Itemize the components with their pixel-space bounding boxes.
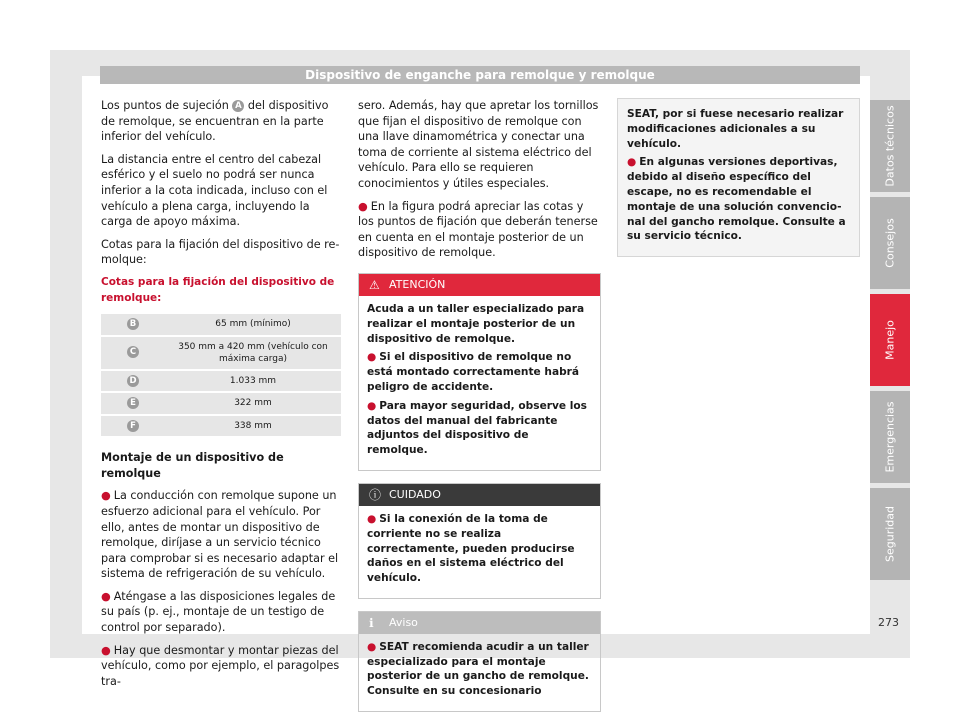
- marker-d: D: [127, 375, 139, 387]
- list-item: [101, 488, 341, 582]
- notice-box-continued: [617, 98, 860, 257]
- list-item-text: En la figura podrá apreciar las cotas y los puntos de fijación que deberán tenerse en cuenta en el montaje posterior de un dispositivo de remolque.: [358, 199, 598, 260]
- bullet-icon: ●: [367, 512, 377, 525]
- table-row: [101, 371, 341, 392]
- table-cell-key: [101, 337, 165, 369]
- table-row: [101, 337, 341, 369]
- table-cell-key: [101, 314, 165, 335]
- bullet-icon: ●: [367, 640, 377, 653]
- table-cell-value: 350 mm a 420 mm (vehículo con máxima carga): [165, 337, 341, 369]
- bullet-icon: ●: [101, 589, 111, 603]
- page-title: Dispositivo de enganche para remolque y remolque: [100, 66, 860, 84]
- list-item-text: Si la conexión de la toma de corriente no se realiza correctamente, pueden producirse daños en el sistema eléctrico del vehículo.: [367, 512, 575, 585]
- caution-header: [359, 484, 600, 506]
- notice-title: Aviso: [389, 615, 418, 629]
- list-item: [101, 589, 341, 636]
- bullet-icon: ●: [367, 351, 377, 364]
- table-row: [101, 393, 341, 414]
- notice-continued-text: SEAT, por si fuese necesario realizar modificaciones adicionales a su vehículo.: [627, 108, 844, 150]
- text-fragment: del dispositivo de remolque, se encuentran en la parte inferior del vehículo.: [101, 99, 329, 144]
- list-item: [367, 512, 592, 586]
- bullet-icon: ●: [101, 489, 111, 503]
- table-cell-value: 1.033 mm: [165, 371, 341, 392]
- table-cell-key: [101, 393, 165, 414]
- list-item: [367, 399, 592, 458]
- caution-body: [359, 506, 600, 598]
- tab-label: Emergencias: [883, 401, 897, 473]
- column-left: [101, 98, 341, 696]
- table-row: [101, 314, 341, 335]
- paragraph-continued: sero. Además, hay que apretar los tornillos que fijan el dispositivo de remolque con una llave dinamométrica y conectar una toma de corriente al sistema eléctrico del vehículo. Para ello se requieren conocimientos y útiles especiales.: [358, 99, 599, 190]
- marker-f: F: [127, 420, 139, 432]
- table-cell-value: 338 mm: [165, 416, 341, 437]
- tab-emergencias[interactable]: [870, 391, 910, 483]
- tab-manejo[interactable]: [870, 294, 910, 386]
- tab-datos-tecnicos[interactable]: [870, 100, 910, 192]
- tab-label: Datos técnicos: [883, 105, 897, 187]
- table-cell-value: 322 mm: [165, 393, 341, 414]
- list-item-text: La conducción con remolque supone un esfuerzo adicional para el vehículo. Por ello, antes de montar un dispositivo de remolque, diríjase a un servicio técnico para comprobar si es necesario adaptar el sistema de refrigeración de su vehículo.: [101, 489, 339, 581]
- column-middle: [358, 98, 601, 724]
- list-item-text: SEAT recomienda acudir a un taller especializado para el montaje posterior de un gancho de remolque. Consulte en su concesionario: [367, 640, 589, 698]
- warning-intro: Acuda a un taller especializado para realizar el montaje posterior de un dispositivo de remolque.: [367, 302, 585, 345]
- bullet-icon: ●: [101, 643, 111, 657]
- table-title: Cotas para la fijación del dispositivo de remolque:: [101, 275, 335, 304]
- paragraph-distance: La distancia entre el centro del cabezal esférico y el suelo no podrá ser nunca inferior a la cota indicada, incluso con el vehículo a plena carga, incluyendo la carga de apoyo máxima.: [101, 152, 328, 229]
- bullet-icon: ●: [367, 399, 377, 412]
- table-row: [101, 416, 341, 437]
- list-item: [367, 640, 592, 699]
- marker-c: C: [127, 346, 139, 358]
- marker-a: A: [232, 100, 244, 112]
- caution-title: CUIDADO: [389, 487, 441, 501]
- text-fragment: Los puntos de sujeción: [101, 99, 233, 112]
- tab-consejos[interactable]: [870, 197, 910, 289]
- page-number: 273: [878, 616, 899, 629]
- column-right: [617, 98, 860, 257]
- list-item-text: Aténgase a las disposiciones legales de su país (p. ej., montaje de un testigo de control por separado).: [101, 589, 336, 635]
- tab-label: Manejo: [883, 320, 897, 360]
- warning-icon: ⚠: [369, 277, 380, 292]
- warning-body: [359, 296, 600, 470]
- section-heading: Montaje de un dispositivo de remolque: [101, 451, 284, 480]
- tab-label: Seguridad: [883, 506, 897, 562]
- caution-box: [358, 483, 601, 599]
- caution-icon: ⓘ: [369, 487, 382, 502]
- warning-header: [359, 274, 600, 296]
- warning-title: ATENCIÓN: [389, 277, 446, 291]
- list-item: [627, 155, 850, 244]
- list-item-text: En algunas versiones deportivas, debido al diseño específico del escape, no es recomendable el montaje de una solución convencional del gancho remolque. Consulte a su servicio técnico.: [627, 156, 846, 243]
- table-cell-key: [101, 371, 165, 392]
- bullet-icon: ●: [627, 156, 637, 169]
- list-item-text: Si el dispositivo de remolque no está montado correctamente habrá peligro de accidente.: [367, 351, 580, 393]
- marker-e: E: [127, 397, 139, 409]
- list-item: [101, 643, 341, 690]
- paragraph-dimensions-intro: Cotas para la fijación del dispositivo de remolque:: [101, 237, 340, 267]
- table-cell-key: [101, 416, 165, 437]
- marker-b: B: [127, 318, 139, 330]
- notice-header: [359, 612, 600, 634]
- list-item-text: Para mayor seguridad, observe los datos del manual del fabricante adjuntos del dispositivo de remolque.: [367, 399, 587, 457]
- list-item: [367, 350, 592, 394]
- table-cell-value: 65 mm (mínimo): [165, 314, 341, 335]
- info-icon: ℹ: [369, 615, 374, 630]
- tab-label: Consejos: [883, 218, 897, 268]
- notice-body: [359, 634, 600, 711]
- tab-seguridad[interactable]: [870, 488, 910, 580]
- warning-box: [358, 273, 601, 471]
- list-item: [358, 199, 601, 261]
- list-item-text: Hay que desmontar y montar piezas del vehículo, como por ejemplo, el paragolpes tra-: [101, 643, 340, 688]
- dimensions-table: [101, 312, 341, 438]
- paragraph-attachment-points: [101, 98, 341, 145]
- bullet-icon: ●: [358, 199, 368, 213]
- notice-box: [358, 611, 601, 712]
